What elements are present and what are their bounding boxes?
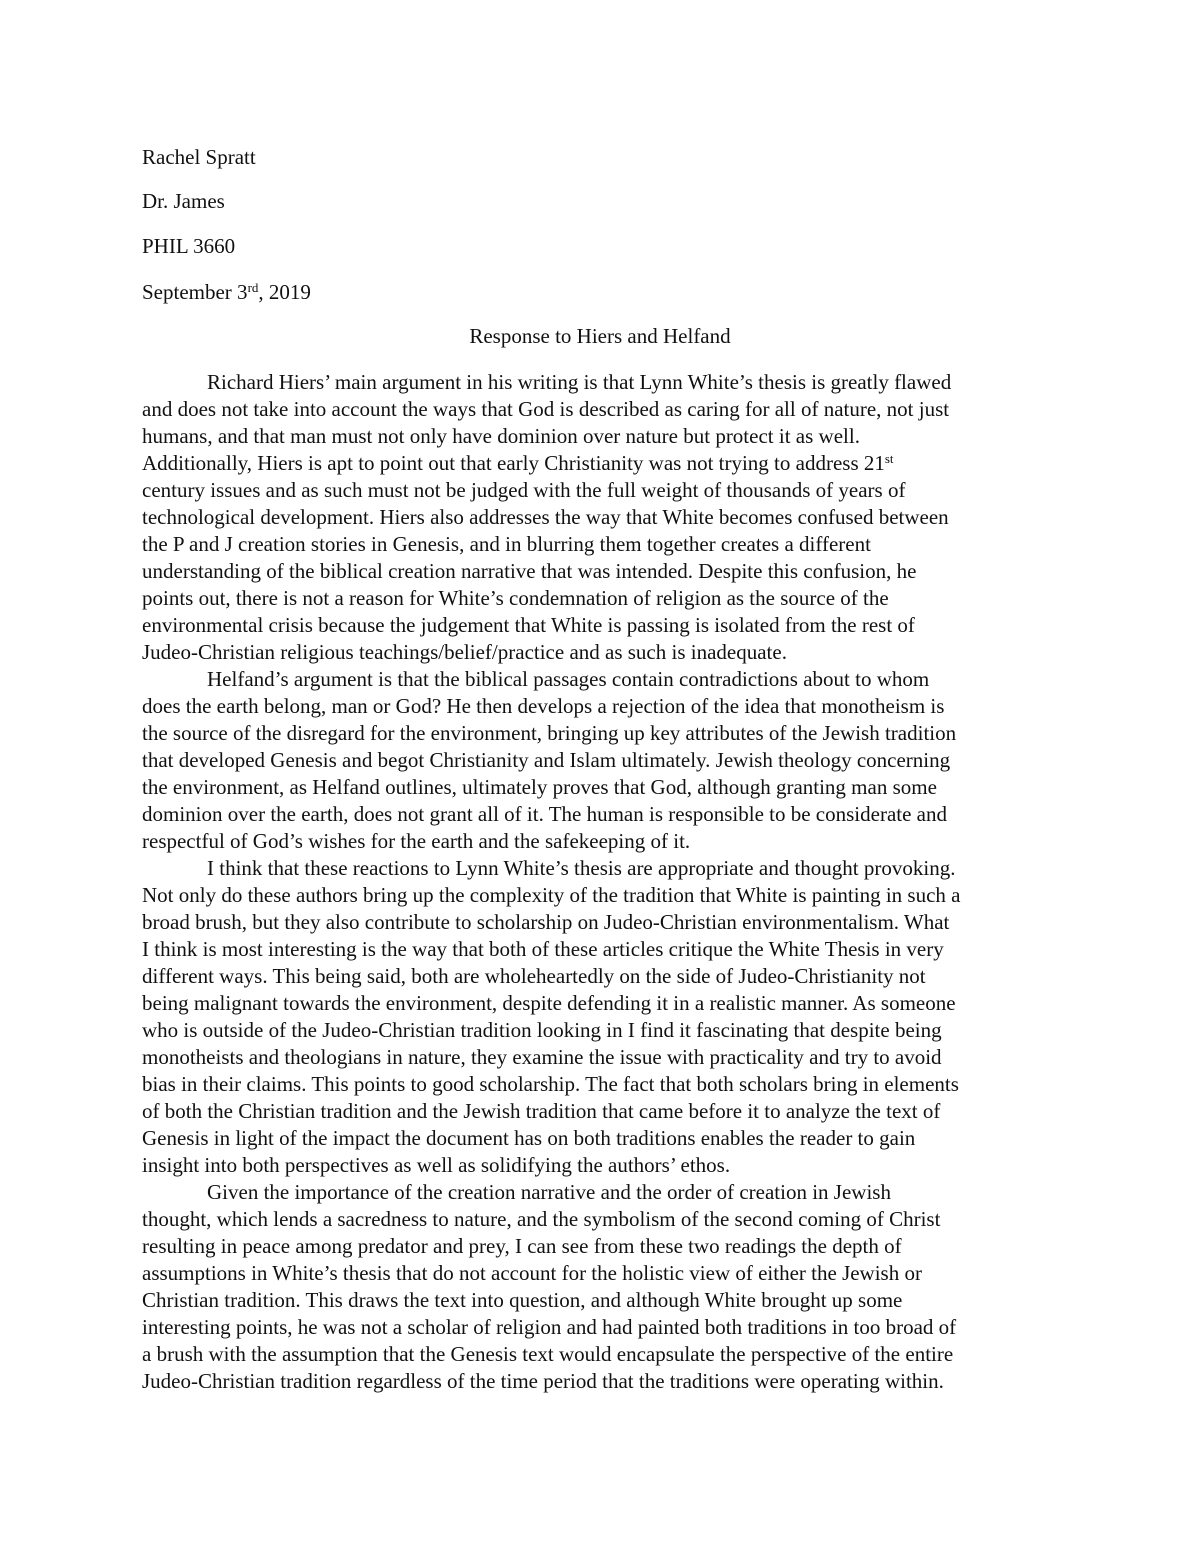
paragraph-line: the environment, as Helfand outlines, ultimately proves that God, although granting man some bbox=[142, 775, 937, 799]
author-name: Rachel Spratt bbox=[142, 145, 256, 169]
paragraph-line: bias in their claims. This points to good scholarship. The fact that both scholars bring in elements bbox=[142, 1072, 959, 1096]
paragraph-line: dominion over the earth, does not grant all of it. The human is responsible to be considerate and bbox=[142, 802, 947, 826]
paragraph-line: does the earth belong, man or God? He then develops a rejection of the idea that monotheism is bbox=[142, 694, 945, 718]
paragraph-line: resulting in peace among predator and prey, I can see from these two readings the depth of bbox=[142, 1234, 902, 1258]
paragraph-line: Christian tradition. This draws the text into question, and although White brought up some bbox=[142, 1288, 903, 1312]
paragraph-line: broad brush, but they also contribute to scholarship on Judeo-Christian environmentalism. What bbox=[142, 910, 950, 934]
paragraph-line: that developed Genesis and begot Christianity and Islam ultimately. Jewish theology concerning bbox=[142, 748, 951, 772]
paragraph-line: thought, which lends a sacredness to nature, and the symbolism of the second coming of Christ bbox=[142, 1207, 941, 1231]
document-title: Response to Hiers and Helfand bbox=[469, 324, 731, 348]
paragraph-line: I think that these reactions to Lynn White’s thesis are appropriate and thought provoking. bbox=[207, 856, 956, 880]
paragraph-line: humans, and that man must not only have dominion over nature but protect it as well. bbox=[142, 424, 860, 448]
paragraph-line: Not only do these authors bring up the complexity of the tradition that White is painting in such a bbox=[142, 883, 961, 907]
paragraph-line: century issues and as such must not be judged with the full weight of thousands of years of bbox=[142, 478, 906, 502]
paragraph-line: monotheists and theologians in nature, they examine the issue with practicality and try to avoid bbox=[142, 1045, 942, 1069]
date-line bbox=[142, 279, 311, 305]
paragraph-line: a brush with the assumption that the Genesis text would encapsulate the perspective of the entire bbox=[142, 1342, 954, 1366]
paragraph-line: Helfand’s argument is that the biblical passages contain contradictions about to whom bbox=[207, 667, 930, 691]
paragraph-line: Genesis in light of the impact the document has on both traditions enables the reader to gain bbox=[142, 1126, 916, 1150]
ordinal-suffix: st bbox=[884, 451, 894, 466]
paragraph-line: the source of the disregard for the environment, bringing up key attributes of the Jewish tradition bbox=[142, 721, 957, 745]
paragraph-line: of both the Christian tradition and the Jewish tradition that came before it to analyze the text of bbox=[142, 1099, 941, 1123]
line-text: Additionally, Hiers is apt to point out that early Christianity was not trying to address 21 bbox=[142, 451, 885, 475]
instructor-name: Dr. James bbox=[142, 189, 225, 213]
paragraph-line: points out, there is not a reason for White’s condemnation of religion as the source of the bbox=[142, 586, 889, 610]
paragraph-line: Judeo-Christian religious teachings/belief/practice and as such is inadequate. bbox=[142, 640, 787, 664]
paragraph-line: Given the importance of the creation narrative and the order of creation in Jewish bbox=[207, 1180, 891, 1204]
paragraph-line: interesting points, he was not a scholar of religion and had painted both traditions in too broad of bbox=[142, 1315, 957, 1339]
paragraph-line: Judeo-Christian tradition regardless of the time period that the traditions were operating within. bbox=[142, 1369, 944, 1393]
paragraph-line: environmental crisis because the judgement that White is passing is isolated from the rest of bbox=[142, 613, 915, 637]
paragraph-line: Richard Hiers’ main argument in his writing is that Lynn White’s thesis is greatly flawed bbox=[207, 370, 952, 394]
paragraph-line: I think is most interesting is the way that both of these articles critique the White Thesis in very bbox=[142, 937, 944, 961]
paragraph-line bbox=[142, 450, 894, 476]
paragraph-line: who is outside of the Judeo-Christian tradition looking in I find it fascinating that despite being bbox=[142, 1018, 942, 1042]
date-suffix: , 2019 bbox=[258, 280, 311, 304]
paragraph-line: respectful of God’s wishes for the earth and the safekeeping of it. bbox=[142, 829, 691, 853]
date-prefix: September 3 bbox=[142, 280, 248, 304]
paragraph-line: insight into both perspectives as well as solidifying the authors’ ethos. bbox=[142, 1153, 731, 1177]
date-ordinal: rd bbox=[247, 280, 259, 295]
paragraph-line: and does not take into account the ways that God is described as caring for all of nature, not just bbox=[142, 397, 950, 421]
paragraph-line: being malignant towards the environment, despite defending it in a realistic manner. As someone bbox=[142, 991, 956, 1015]
paragraph-line: different ways. This being said, both are wholeheartedly on the side of Judeo-Christianity not bbox=[142, 964, 926, 988]
paragraph-line: assumptions in White’s thesis that do not account for the holistic view of either the Jewish or bbox=[142, 1261, 922, 1285]
paragraph-line: technological development. Hiers also addresses the way that White becomes confused between bbox=[142, 505, 949, 529]
paragraph-line: understanding of the biblical creation narrative that was intended. Despite this confusion, he bbox=[142, 559, 917, 583]
paragraph-line: the P and J creation stories in Genesis, and in blurring them together creates a different bbox=[142, 532, 871, 556]
course-code: PHIL 3660 bbox=[142, 234, 236, 258]
